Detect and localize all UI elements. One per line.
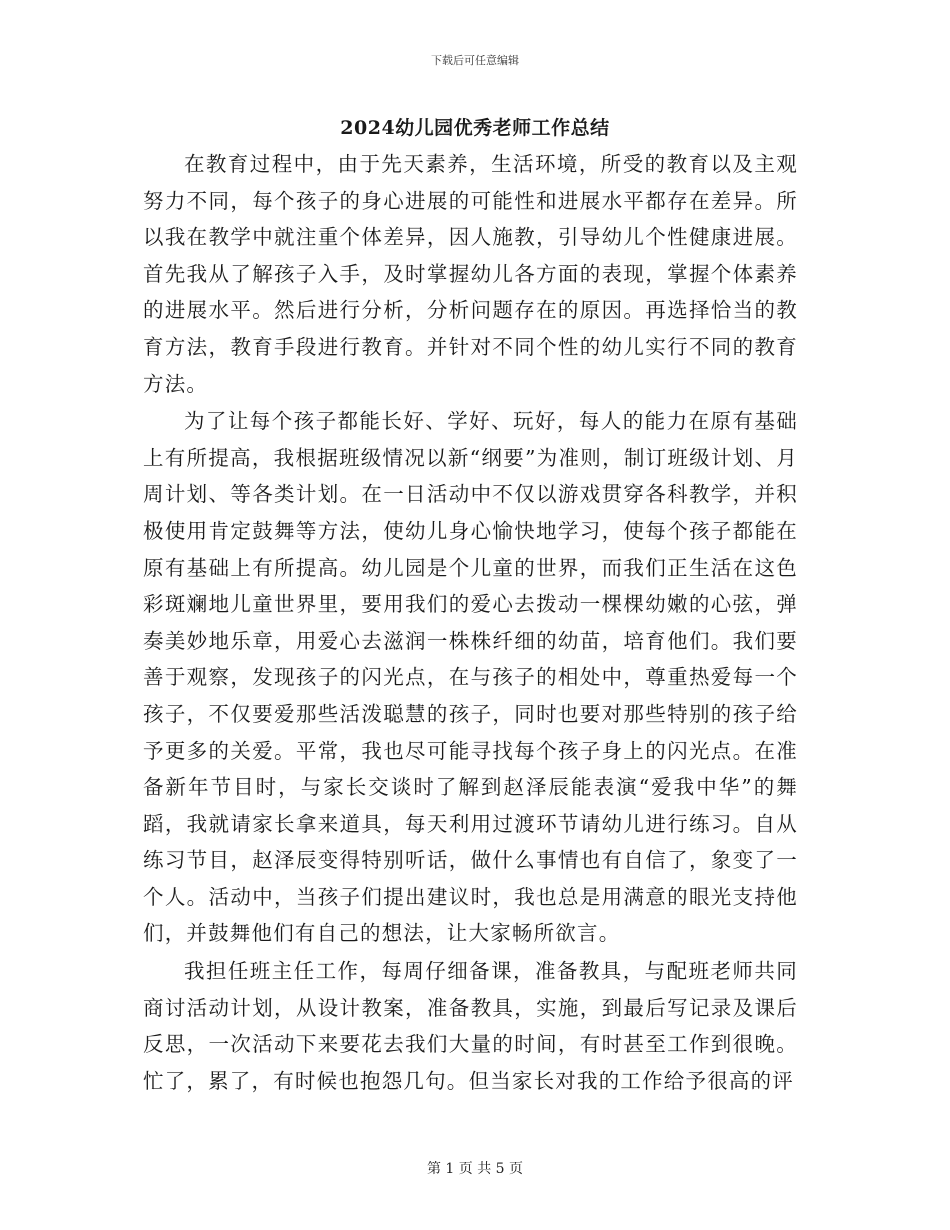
page-number: 第 1 页 共 5 页 [426, 1161, 524, 1177]
paragraph: 我担任班主任工作，每周仔细备课，准备教具，与配班老师共同商讨活动计划，从设计教案，准备教具，实施，到最后写记录及课后反思，一次活动下来要花去我们大量的时间，有时甚至工作到很晚。忙了，累了，有时候也抱怨几句。但当家长对我的工作给予很高的评 [143, 959, 798, 1093]
document-title: 2024幼儿园优秀老师工作总结 [340, 117, 610, 139]
document-body [143, 146, 798, 1099]
page-header-note: 下载后可任意编辑 [431, 54, 519, 67]
paragraph: 为了让每个孩子都能长好、学好、玩好，每人的能力在原有基础上有所提高，我根据班级情况以新“纲要”为准则，制订班级计划、月周计划、等各类计划。在一日活动中不仅以游戏贯穿各科教学，并积极使用肯定鼓舞等方法，使幼儿身心愉快地学习，使每个孩子都能在原有基础上有所提高。幼儿园是个儿童的世界，而我们正生活在这色彩斑斓地儿童世界里，要用我们的爱心去拨动一棵棵幼嫩的心弦，弹奏美妙地乐章，用爱心去滋润一株株纤细的幼苗，培育他们。我们要善于观察，发现孩子的闪光点，在与孩子的相处中，尊重热爱每一个孩子，不仅要爱那些活泼聪慧的孩子，同时也要对那些特别的孩子给予更多的关爱。平常，我也尽可能寻找每个孩子身上的闪光点。在准备新年节目时，与家长交谈时了解到赵泽辰能表演“爱我中华”的舞蹈，我就请家长拿来道具，每天利用过渡环节请幼儿进行练习。自从练习节目，赵泽辰变得特别听话，做什么事情也有自信了，象变了一个人。活动中，当孩子们提出建议时，我也总是用满意的眼光支持他们，并鼓舞他们有自己的想法，让大家畅所欲言。 [143, 409, 798, 946]
paragraph: 在教育过程中，由于先天素养，生活环境，所受的教育以及主观努力不同，每个孩子的身心进展的可能性和进展水平都存在差异。所以我在教学中就注重个体差异，因人施教，引导幼儿个性健康进展。首先我从了解孩子入手，及时掌握幼儿各方面的表现，掌握个体素养的进展水平。然后进行分析，分析问题存在的原因。再选择恰当的教育方法，教育手段进行教育。并针对不同个性的幼儿实行不同的教育方法。 [143, 152, 798, 396]
